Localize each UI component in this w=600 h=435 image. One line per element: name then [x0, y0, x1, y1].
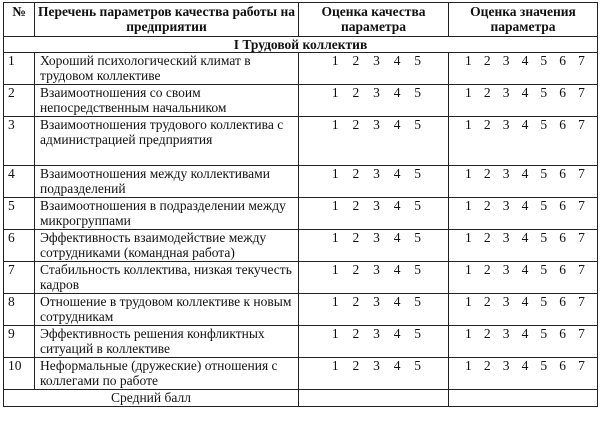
row-number: 9	[4, 326, 35, 358]
quality-scale-option[interactable]: 1	[331, 117, 339, 132]
value-scale	[449, 326, 597, 341]
row-number: 8	[4, 294, 35, 326]
average-value-cell[interactable]	[449, 390, 598, 407]
quality-scale-option[interactable]: 3	[373, 358, 380, 373]
row-parameter: Неформальные (дружеские) отношения с коллегами по работе	[35, 358, 299, 390]
value-scale-option[interactable]: 2	[483, 294, 491, 309]
value-scale-cell	[449, 166, 598, 198]
value-scale-option[interactable]: 3	[502, 85, 510, 100]
value-scale-option[interactable]: 2	[483, 230, 491, 245]
value-scale-option[interactable]: 6	[559, 262, 567, 277]
quality-scale-cell	[299, 198, 449, 230]
value-scale-option[interactable]: 4	[521, 230, 529, 245]
quality-scale-option[interactable]: 1	[331, 85, 339, 100]
value-scale	[449, 53, 597, 68]
value-scale-option[interactable]: 6	[559, 117, 567, 132]
header-value: Оценка значения параметра	[449, 3, 598, 37]
value-scale-option[interactable]: 7	[578, 198, 585, 213]
value-scale-option[interactable]: 3	[502, 117, 510, 132]
value-scale-option[interactable]: 7	[578, 53, 585, 68]
table-row	[4, 262, 598, 294]
row-parameter: Хороший психологический климат в трудовом коллективе	[35, 53, 299, 85]
quality-scale-cell	[299, 326, 449, 358]
quality-scale	[299, 198, 448, 213]
value-scale-option[interactable]: 6	[559, 53, 567, 68]
value-scale-option[interactable]: 2	[483, 53, 491, 68]
quality-scale-cell	[299, 230, 449, 262]
quality-scale-option[interactable]: 4	[393, 198, 401, 213]
value-scale-option[interactable]: 3	[502, 358, 510, 373]
table-row	[4, 294, 598, 326]
value-scale	[449, 166, 597, 181]
row-number: 1	[4, 53, 35, 85]
row-number: 2	[4, 85, 35, 117]
quality-scale-cell	[299, 53, 449, 85]
value-scale	[449, 198, 597, 213]
quality-scale-option[interactable]: 3	[373, 53, 380, 68]
value-scale-option[interactable]: 5	[540, 85, 548, 100]
quality-scale-option[interactable]: 4	[393, 294, 401, 309]
value-scale-option[interactable]: 2	[483, 117, 491, 132]
value-scale-option[interactable]: 4	[521, 85, 529, 100]
row-parameter: Взаимоотношения со своим непосредственным начальником	[35, 85, 299, 117]
value-scale-option[interactable]: 4	[521, 53, 529, 68]
row-parameter: Взаимоотношения между коллективами подразделений	[35, 166, 299, 198]
value-scale-option[interactable]: 1	[465, 230, 472, 245]
quality-scale-option[interactable]: 1	[331, 166, 339, 181]
row-number: 4	[4, 166, 35, 198]
row-parameter: Взаимоотношения трудового коллектива с администрацией предприятия	[35, 117, 299, 166]
value-scale-cell	[449, 85, 598, 117]
value-scale-option[interactable]: 2	[483, 326, 491, 341]
quality-scale-option[interactable]: 5	[414, 166, 422, 181]
value-scale-option[interactable]: 7	[578, 358, 585, 373]
quality-scale-option[interactable]: 3	[373, 85, 380, 100]
row-parameter: Эффективность решения конфликтных ситуаций в коллективе	[35, 326, 299, 358]
value-scale-option[interactable]: 3	[502, 294, 510, 309]
value-scale-cell	[449, 326, 598, 358]
value-scale-option[interactable]: 4	[521, 262, 529, 277]
quality-scale-option[interactable]: 4	[393, 117, 401, 132]
quality-scale-option[interactable]: 3	[373, 117, 380, 132]
value-scale-cell	[449, 294, 598, 326]
value-scale-option[interactable]: 2	[483, 358, 491, 373]
value-scale-option[interactable]: 5	[540, 358, 548, 373]
section-title: I Трудовой коллектив	[4, 37, 598, 53]
value-scale-option[interactable]: 5	[540, 230, 548, 245]
average-label: Средний балл	[4, 390, 299, 407]
quality-scale-option[interactable]: 5	[414, 117, 422, 132]
value-scale-option[interactable]: 1	[465, 117, 472, 132]
row-parameter: Стабильность коллектива, низкая текучесть кадров	[35, 262, 299, 294]
value-scale-option[interactable]: 1	[465, 53, 472, 68]
table-row	[4, 230, 598, 262]
header-param: Перечень параметров качества работы на предприятии	[35, 3, 299, 37]
value-scale-option[interactable]: 5	[540, 294, 548, 309]
table-row	[4, 117, 598, 166]
value-scale-option[interactable]: 3	[502, 53, 510, 68]
value-scale-option[interactable]: 1	[465, 262, 472, 277]
value-scale	[449, 85, 597, 100]
value-scale-option[interactable]: 6	[559, 294, 567, 309]
quality-scale-cell	[299, 117, 449, 166]
quality-scale-cell	[299, 85, 449, 117]
quality-scale-cell	[299, 166, 449, 198]
quality-scale-option[interactable]: 4	[393, 358, 401, 373]
value-scale	[449, 262, 597, 277]
header-num: №	[4, 3, 35, 37]
value-scale-option[interactable]: 7	[578, 117, 585, 132]
value-scale-option[interactable]: 3	[502, 262, 510, 277]
value-scale-option[interactable]: 1	[465, 166, 472, 181]
value-scale-option[interactable]: 2	[483, 166, 491, 181]
quality-scale	[299, 85, 448, 100]
value-scale-option[interactable]: 6	[559, 166, 567, 181]
table-row	[4, 85, 598, 117]
row-parameter: Отношение в трудовом коллективе к новым сотрудникам	[35, 294, 299, 326]
value-scale	[449, 294, 597, 309]
quality-scale-option[interactable]: 4	[393, 53, 401, 68]
value-scale-option[interactable]: 4	[521, 326, 529, 341]
header-quality: Оценка качества параметра	[299, 3, 449, 37]
section-row	[4, 37, 598, 53]
quality-scale-cell	[299, 262, 449, 294]
quality-scale	[299, 230, 448, 245]
quality-scale-option[interactable]: 5	[414, 326, 422, 341]
quality-scale-option[interactable]: 2	[352, 326, 360, 341]
value-scale-option[interactable]: 6	[559, 326, 567, 341]
table-row	[4, 326, 598, 358]
value-scale-option[interactable]: 2	[483, 262, 491, 277]
quality-scale-option[interactable]: 5	[414, 294, 422, 309]
quality-scale-option[interactable]: 5	[414, 230, 422, 245]
quality-scale-option[interactable]: 4	[393, 85, 401, 100]
quality-scale-option[interactable]: 5	[414, 53, 422, 68]
value-scale-cell	[449, 230, 598, 262]
quality-scale-option[interactable]: 4	[393, 326, 401, 341]
value-scale-option[interactable]: 1	[465, 358, 472, 373]
value-scale-option[interactable]: 4	[521, 198, 529, 213]
quality-scale-option[interactable]: 2	[352, 85, 360, 100]
quality-scale-option[interactable]: 5	[414, 262, 422, 277]
value-scale-cell	[449, 117, 598, 166]
value-scale-option[interactable]: 2	[483, 85, 491, 100]
value-scale	[449, 117, 597, 132]
value-scale-cell	[449, 53, 598, 85]
value-scale-cell	[449, 262, 598, 294]
value-scale-option[interactable]: 5	[540, 117, 548, 132]
value-scale-option[interactable]: 3	[502, 326, 510, 341]
value-scale-option[interactable]: 6	[559, 358, 567, 373]
row-number: 7	[4, 262, 35, 294]
quality-scale	[299, 166, 448, 181]
quality-scale-option[interactable]: 1	[331, 198, 339, 213]
quality-scale-option[interactable]: 2	[352, 358, 360, 373]
quality-scale-option[interactable]: 3	[373, 262, 380, 277]
average-row	[4, 390, 598, 407]
header-row	[4, 3, 598, 37]
quality-scale-cell	[299, 358, 449, 390]
value-scale	[449, 358, 597, 373]
row-number: 5	[4, 198, 35, 230]
quality-scale	[299, 326, 448, 341]
quality-scale-option[interactable]: 5	[414, 358, 422, 373]
value-scale-option[interactable]: 5	[540, 166, 548, 181]
table-row	[4, 198, 598, 230]
quality-scale	[299, 358, 448, 373]
evaluation-table	[3, 2, 598, 407]
quality-scale-option[interactable]: 1	[331, 358, 339, 373]
quality-scale-cell	[299, 294, 449, 326]
value-scale-option[interactable]: 5	[540, 198, 548, 213]
value-scale-option[interactable]: 4	[521, 117, 529, 132]
value-scale-option[interactable]: 3	[502, 166, 510, 181]
value-scale-option[interactable]: 7	[578, 85, 585, 100]
row-number: 3	[4, 117, 35, 166]
quality-scale-option[interactable]: 1	[331, 326, 339, 341]
table-row	[4, 358, 598, 390]
row-parameter: Эффективность взаимодействие между сотрудниками (командная работа)	[35, 230, 299, 262]
value-scale-option[interactable]: 6	[559, 198, 567, 213]
value-scale-option[interactable]: 5	[540, 262, 548, 277]
value-scale-option[interactable]: 6	[559, 230, 567, 245]
quality-scale-option[interactable]: 1	[331, 53, 339, 68]
row-number: 6	[4, 230, 35, 262]
quality-scale-option[interactable]: 5	[414, 198, 422, 213]
average-quality-cell[interactable]	[299, 390, 449, 407]
quality-scale-option[interactable]: 5	[414, 85, 422, 100]
quality-scale-option[interactable]: 4	[393, 262, 401, 277]
value-scale-option[interactable]: 5	[540, 326, 548, 341]
value-scale-cell	[449, 358, 598, 390]
table-row	[4, 166, 598, 198]
quality-scale	[299, 294, 448, 309]
value-scale-option[interactable]: 4	[521, 166, 529, 181]
value-scale-option[interactable]: 7	[578, 294, 585, 309]
value-scale-option[interactable]: 6	[559, 85, 567, 100]
value-scale-option[interactable]: 7	[578, 262, 585, 277]
quality-scale-option[interactable]: 2	[352, 117, 360, 132]
quality-scale-option[interactable]: 1	[331, 230, 339, 245]
quality-scale-option[interactable]: 1	[331, 294, 339, 309]
value-scale-option[interactable]: 7	[578, 326, 585, 341]
value-scale-option[interactable]: 7	[578, 230, 585, 245]
table-row	[4, 53, 598, 85]
value-scale-option[interactable]: 2	[483, 198, 491, 213]
value-scale-option[interactable]: 3	[502, 198, 510, 213]
value-scale-option[interactable]: 4	[521, 358, 529, 373]
row-number: 10	[4, 358, 35, 390]
row-parameter: Взаимоотношения в подразделении между микрогруппами	[35, 198, 299, 230]
value-scale-cell	[449, 198, 598, 230]
value-scale-option[interactable]: 5	[540, 53, 548, 68]
quality-scale-option[interactable]: 1	[331, 262, 339, 277]
value-scale-option[interactable]: 1	[465, 326, 472, 341]
value-scale-option[interactable]: 1	[465, 294, 472, 309]
quality-scale-option[interactable]: 2	[352, 262, 360, 277]
quality-scale-option[interactable]: 2	[352, 198, 360, 213]
quality-scale-option[interactable]: 2	[352, 230, 360, 245]
quality-scale-option[interactable]: 4	[393, 166, 401, 181]
value-scale-option[interactable]: 1	[465, 85, 472, 100]
value-scale-option[interactable]: 3	[502, 230, 510, 245]
quality-scale-option[interactable]: 2	[352, 166, 360, 181]
value-scale-option[interactable]: 7	[578, 166, 585, 181]
quality-scale-option[interactable]: 3	[373, 294, 380, 309]
quality-scale-option[interactable]: 3	[373, 326, 380, 341]
quality-scale-option[interactable]: 2	[352, 294, 360, 309]
quality-scale	[299, 262, 448, 277]
value-scale	[449, 230, 597, 245]
quality-scale	[299, 53, 448, 68]
quality-scale-option[interactable]: 3	[373, 166, 380, 181]
quality-scale-option[interactable]: 2	[352, 53, 360, 68]
quality-scale-option[interactable]: 4	[393, 230, 401, 245]
quality-scale-option[interactable]: 3	[373, 198, 380, 213]
quality-scale-option[interactable]: 3	[373, 230, 380, 245]
value-scale-option[interactable]: 1	[465, 198, 472, 213]
table-body	[4, 37, 598, 407]
quality-scale	[299, 117, 448, 132]
value-scale-option[interactable]: 4	[521, 294, 529, 309]
